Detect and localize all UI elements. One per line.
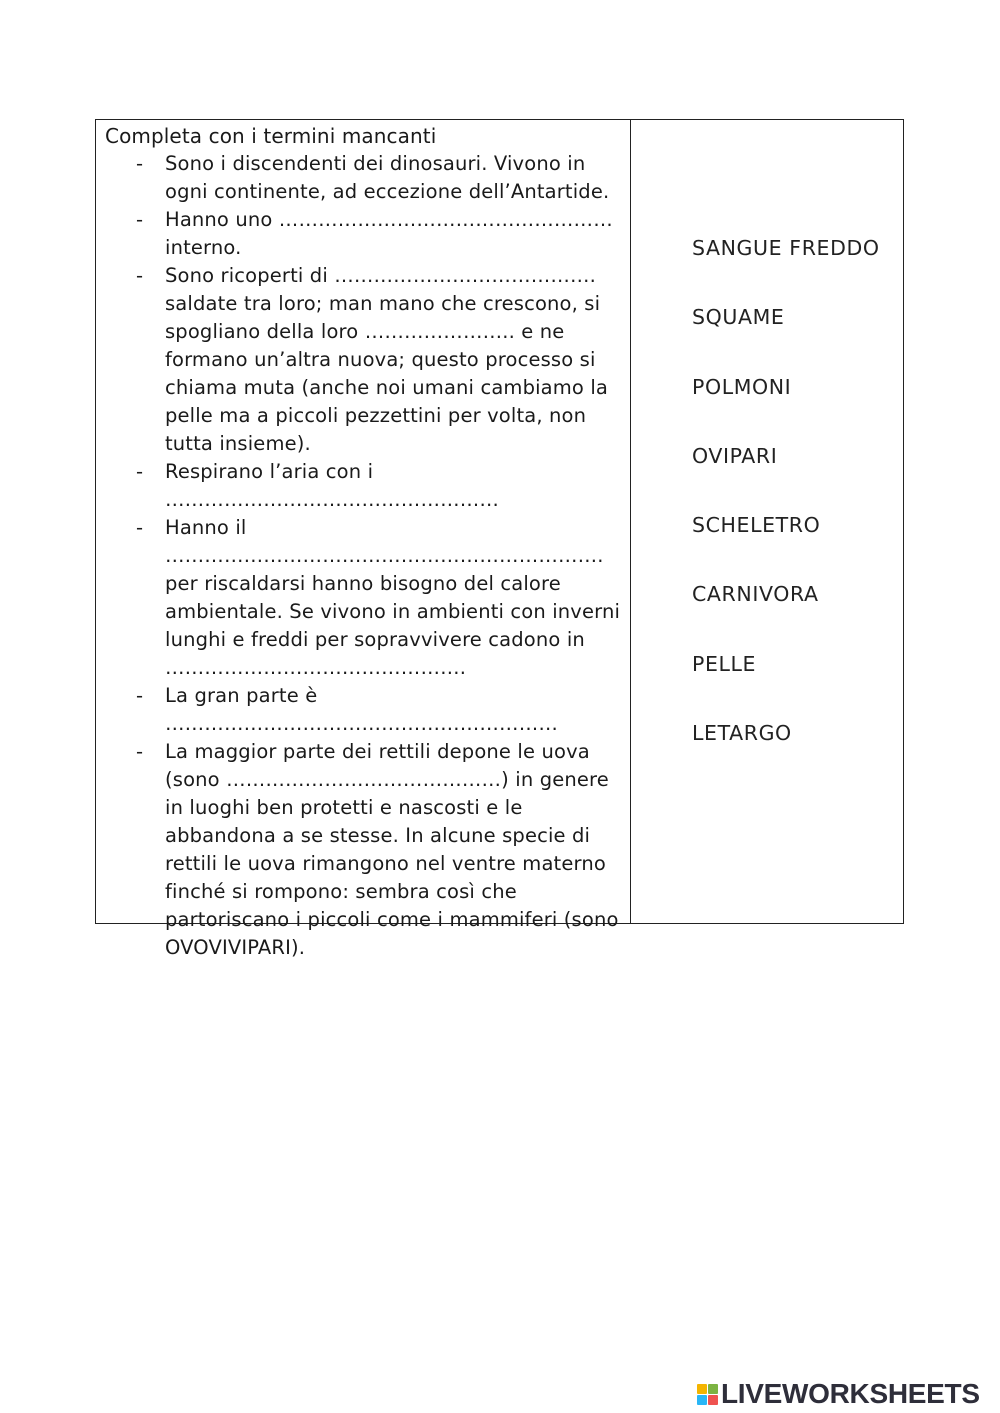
word-bank-column — [631, 120, 903, 923]
word-bank — [692, 234, 880, 788]
exercise-column — [96, 120, 631, 959]
word-bank-item[interactable]: PELLE — [692, 651, 757, 676]
instruction-title: Completa con i termini mancanti — [105, 124, 437, 148]
exercise-item: - La gran parte è …………………………………………………… — [165, 682, 622, 738]
word-bank-item[interactable]: SCHELETRO — [692, 513, 821, 538]
exercise-item: - Hanno uno …………………………………………… interno. — [165, 206, 622, 262]
exercise-list — [105, 150, 622, 962]
word-bank-item[interactable]: SQUAME — [692, 305, 785, 330]
exercise-item: - Hanno il …………………………………………………………. per riscaldarsi hanno bisogno del calore ambientale. Se vivono in ambienti con inverni lunghi e freddi per sopravvivere cadono in ………………………………………. — [165, 514, 622, 682]
logo-squares-icon — [697, 1384, 718, 1405]
word-bank-item[interactable]: POLMONI — [692, 374, 792, 399]
exercise-item: - Respirano l’aria con i …………………………………………… — [165, 458, 622, 514]
liveworksheets-logo — [697, 1378, 980, 1410]
worksheet-table — [95, 119, 904, 959]
exercise-item: - Sono ricoperti di …………………………………. saldate tra loro; man mano che crescono, si spogliano della loro ………………….. e ne formano un’altra nuova; questo processo si chiama muta (anche noi umani cambiamo la pelle ma a piccoli pezzettini per volta, non tutta insieme). — [165, 262, 622, 458]
logo-text: LIVEWORKSHEETS — [721, 1378, 980, 1409]
word-bank-item[interactable]: OVIPARI — [692, 443, 778, 468]
word-bank-item[interactable]: SANGUE FREDDO — [692, 236, 880, 260]
word-bank-item[interactable]: CARNIVORA — [692, 582, 819, 607]
word-bank-item[interactable]: LETARGO — [692, 721, 792, 746]
exercise-item: - La maggior parte dei rettili depone le uova (sono ……………………………………) in genere in luoghi ben protetti e nascosti e le abbandona a se stesse. In alcune specie di rettili le uova rimangono nel ventre materno finché si rompono: sembra così che partoriscano i piccoli come i mammiferi (sono OVOVIVIPARI). — [165, 738, 622, 962]
exercise-item: - Sono i discendenti dei dinosauri. Vivono in ogni continente, ad eccezione dell’Antartide. — [165, 150, 622, 206]
